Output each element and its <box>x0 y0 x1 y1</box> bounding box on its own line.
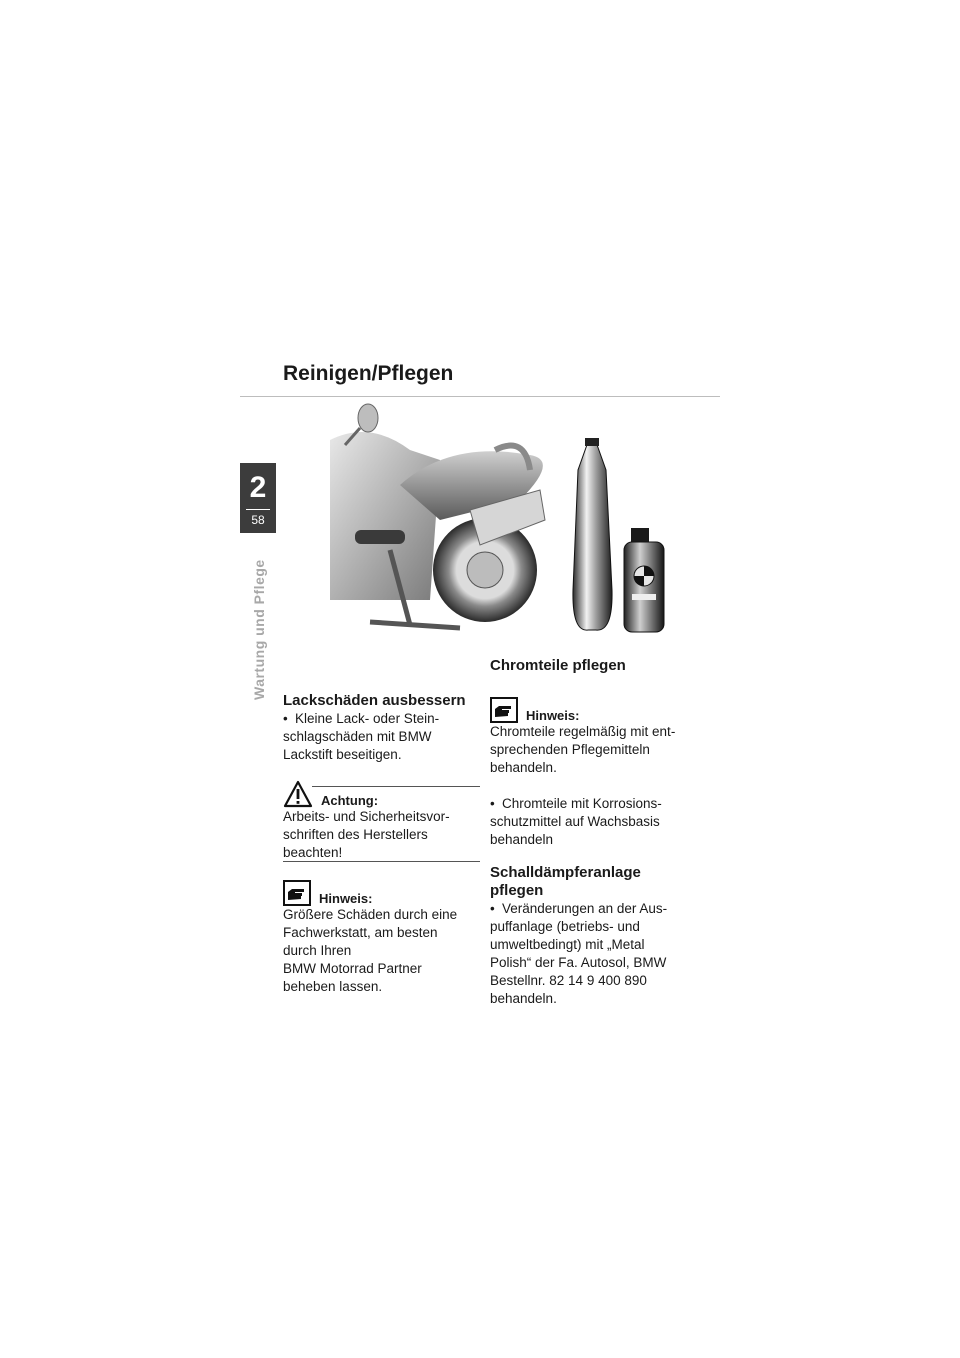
text-line: beachten! <box>283 845 343 860</box>
exhaust-care-heading <box>490 864 700 900</box>
section-chrome-care <box>490 657 700 849</box>
text-line: Kleine Lack- oder Stein- <box>295 711 440 726</box>
text-line: Veränderungen an der Aus- <box>502 901 668 916</box>
text-line: Lackstift beseitigen. <box>283 747 402 762</box>
text-line: behandeln <box>490 832 554 847</box>
warning-box <box>283 780 483 862</box>
text-line: Chromteile regelmäßig mit ent- <box>490 724 676 739</box>
text-line: behandeln. <box>490 991 557 1006</box>
page-number: 58 <box>251 513 265 527</box>
text-line: schlagschäden mit BMW <box>283 729 432 744</box>
section-exhaust-care <box>490 864 700 1008</box>
text-line: beheben lassen. <box>283 979 383 994</box>
chapter-tab-divider <box>246 509 270 510</box>
pointing-hand-note-icon <box>283 880 311 906</box>
paint-damage-heading: Lackschäden ausbessern <box>283 692 466 709</box>
chrome-care-heading: Chromteile pflegen <box>490 657 626 674</box>
note-label: Hinweis: <box>319 891 373 906</box>
bullet-dot: • <box>490 901 495 916</box>
bullet-dot: • <box>283 711 288 726</box>
text-line: umweltbedingt) mit „Metal <box>490 937 645 952</box>
title-divider <box>240 396 720 397</box>
motorcycle-and-polish-illustration <box>330 400 680 640</box>
heading-line: Schalldämpferanlage <box>490 864 641 881</box>
note-box-left <box>283 880 483 996</box>
chrome-note-text <box>490 723 700 777</box>
note-label: Hinweis: <box>526 708 580 723</box>
bullet-dot: • <box>490 796 495 811</box>
warning-label: Achtung: <box>321 793 379 808</box>
note-text <box>283 906 483 996</box>
text-line: Arbeits- und Sicherheitsvor- <box>283 809 450 824</box>
section-paint-damage <box>283 692 483 764</box>
text-line: behandeln. <box>490 760 557 775</box>
chapter-tab <box>240 463 276 533</box>
text-line: BMW Motorrad Partner <box>283 961 422 976</box>
text-line: schutzmittel auf Wachsbasis <box>490 814 660 829</box>
text-line: Fachwerkstatt, am besten <box>283 925 438 940</box>
text-line: puffanlage (betriebs- und <box>490 919 640 934</box>
motorcycle-drawing <box>330 404 545 628</box>
polish-tube-and-bottle-drawing <box>573 438 664 632</box>
warning-text <box>283 808 483 862</box>
text-line: Größere Schäden durch eine <box>283 907 458 922</box>
chrome-bullet <box>490 795 700 849</box>
text-line: durch Ihren <box>283 943 352 958</box>
chapter-side-label: Wartung und Pflege <box>251 559 267 700</box>
text-line: schriften des Herstellers <box>283 827 428 842</box>
warning-triangle-icon <box>283 780 313 808</box>
text-line: sprechenden Pflegemitteln <box>490 742 650 757</box>
text-line: Polish“ der Fa. Autosol, BMW <box>490 955 667 970</box>
paint-damage-bullet <box>283 710 483 764</box>
chapter-number: 2 <box>249 471 267 504</box>
exhaust-bullet <box>490 900 700 1008</box>
text-line: Chromteile mit Korrosions- <box>502 796 662 811</box>
text-line: Bestellnr. 82 14 9 400 890 <box>490 973 647 988</box>
pointing-hand-note-icon <box>490 697 518 723</box>
page-title: Reinigen/Pflegen <box>283 362 454 385</box>
warning-bottom-rule <box>283 861 480 862</box>
heading-line: pflegen <box>490 882 544 899</box>
